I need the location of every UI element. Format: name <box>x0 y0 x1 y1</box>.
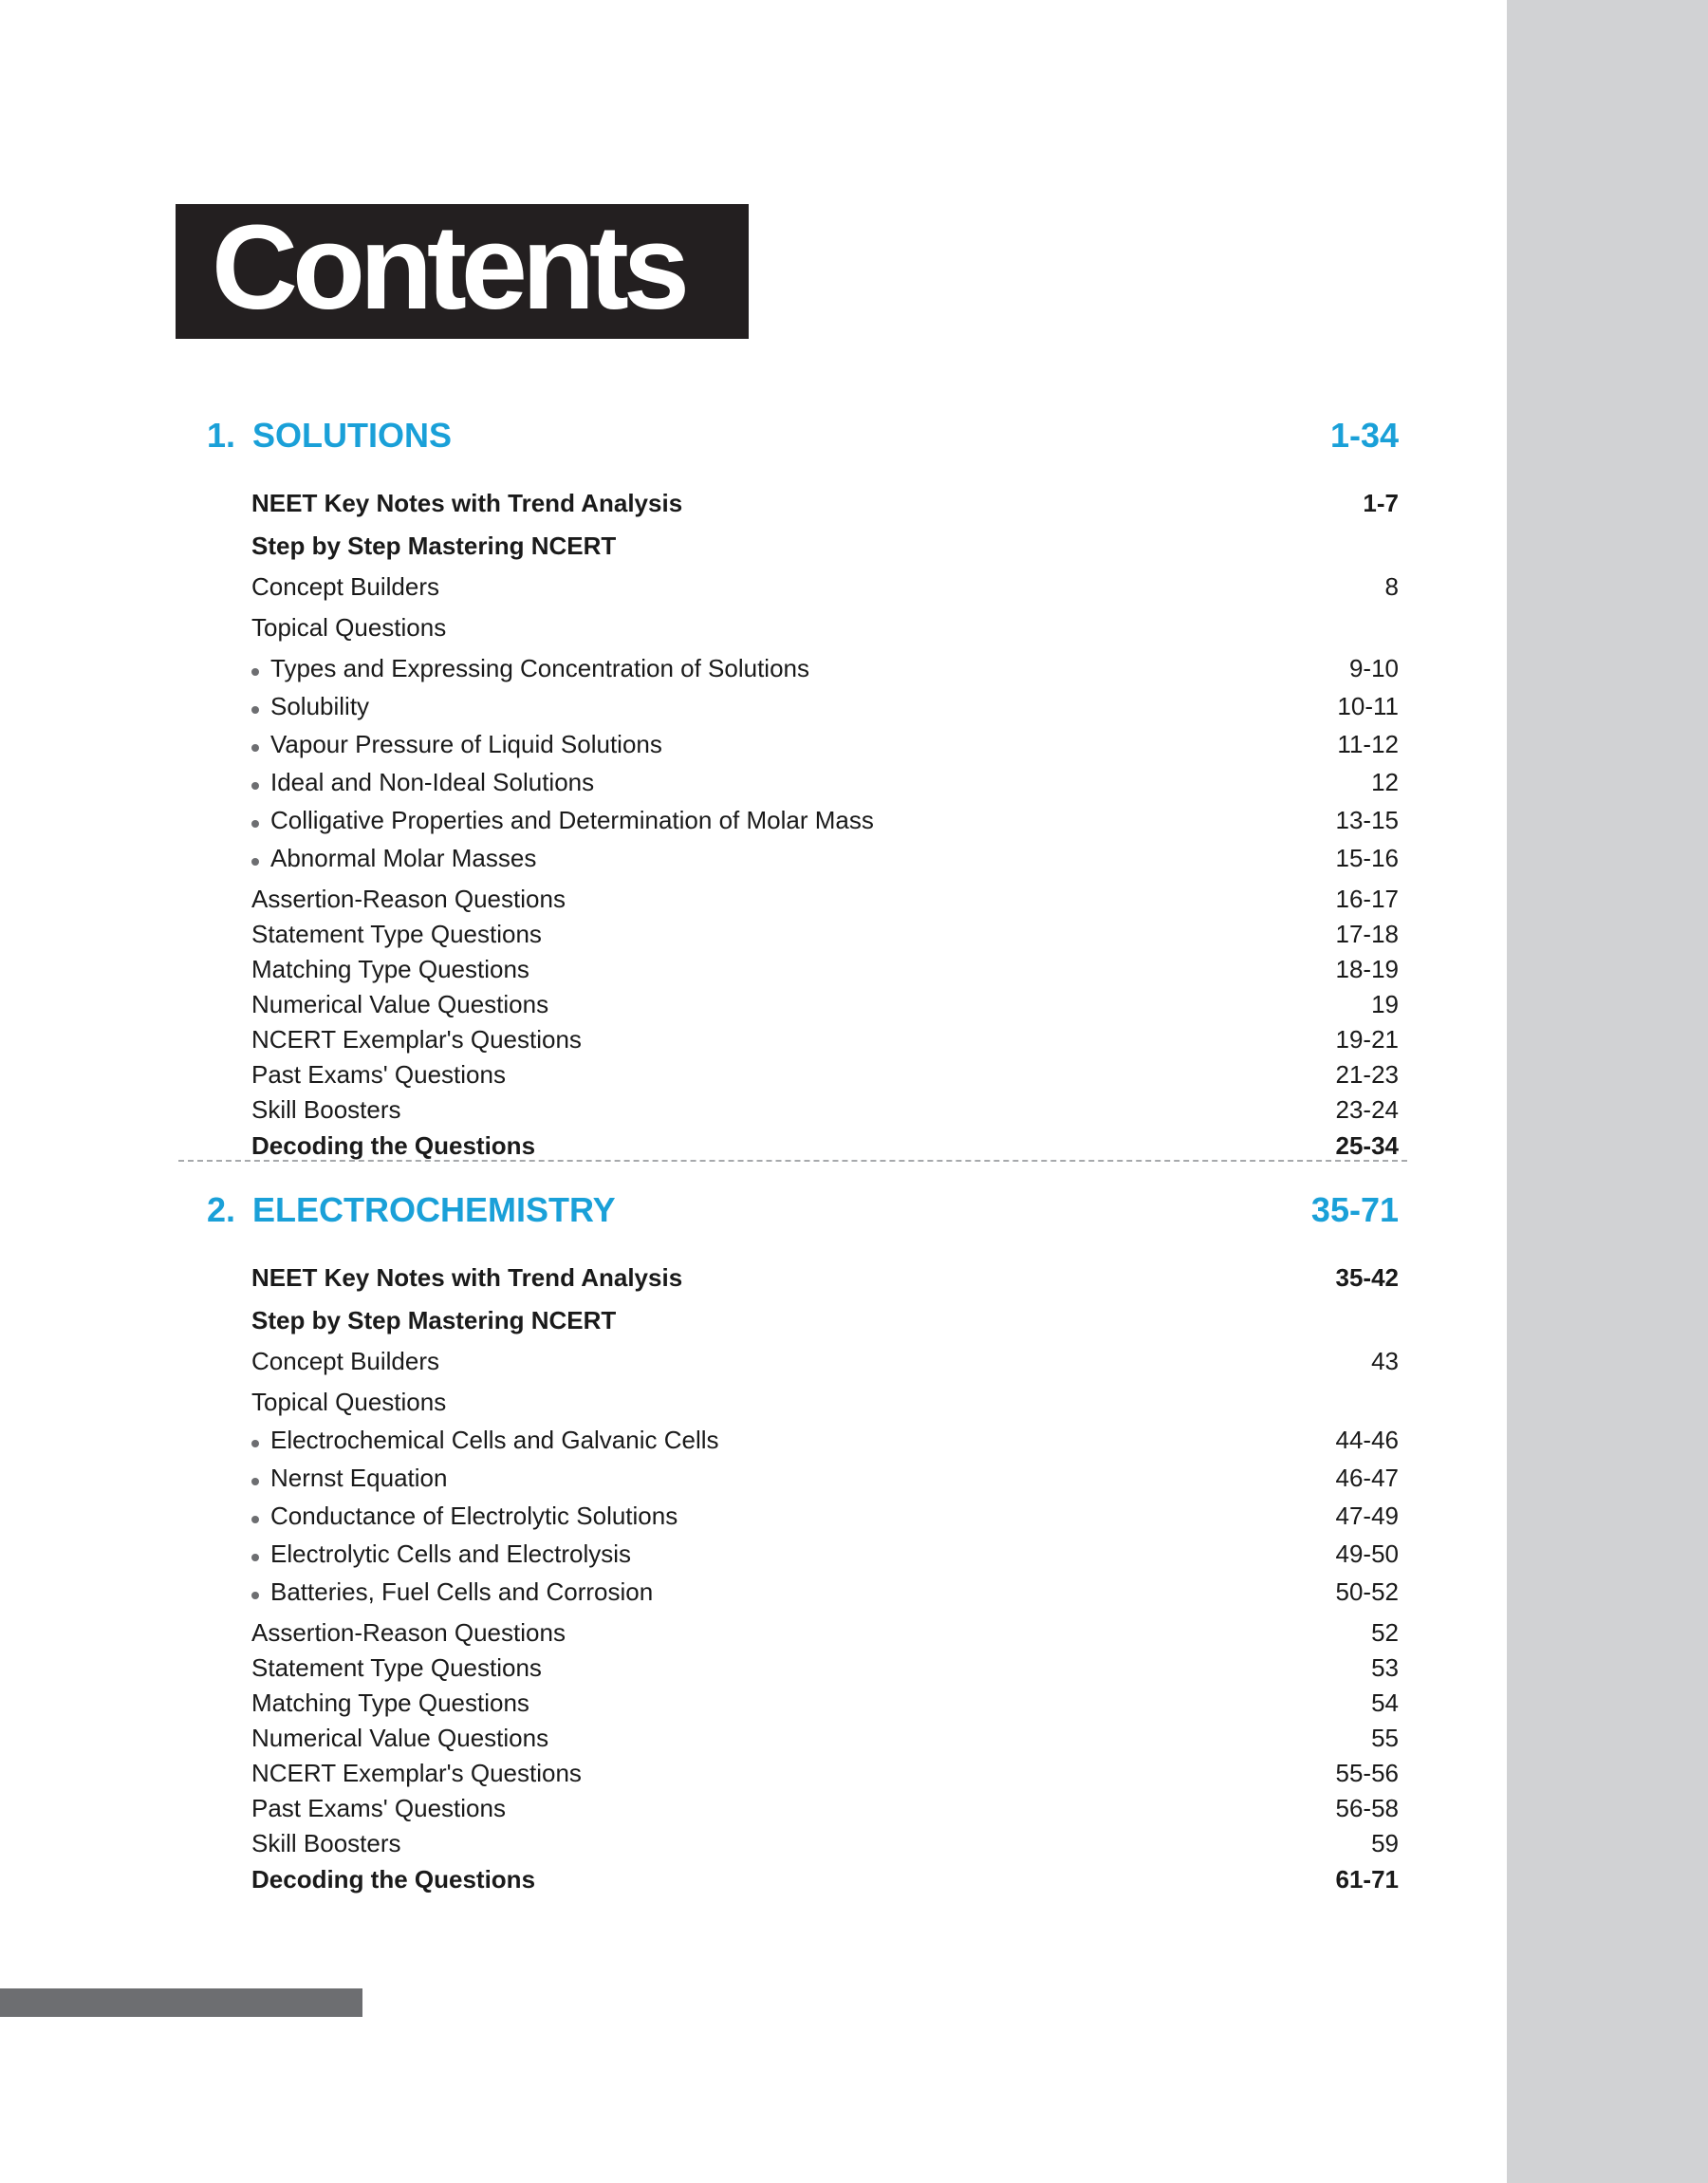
toc-subtopic-row[interactable] <box>251 1461 1399 1495</box>
toc-entry-label: Topical Questions <box>251 1387 447 1416</box>
toc-entry-label: Past Exams' Questions <box>251 1059 506 1089</box>
toc-entry-label: Skill Boosters <box>251 1094 401 1124</box>
toc-entry-pages: 44-46 <box>1335 1425 1399 1454</box>
toc-subtopic-row[interactable] <box>251 651 1399 685</box>
toc-entry-row[interactable] <box>251 1303 1399 1337</box>
toc-entry-pages: 49-50 <box>1335 1539 1399 1568</box>
toc-entry-row[interactable] <box>251 1862 1399 1896</box>
toc-entry-pages: 59 <box>1371 1828 1399 1857</box>
toc-entry-label: Colligative Properties and Determination of Molar Mass <box>270 805 874 834</box>
toc-entry-pages: 52 <box>1371 1617 1399 1647</box>
chapter-heading[interactable] <box>207 1186 1399 1234</box>
toc-entry-label: Vapour Pressure of Liquid Solutions <box>270 729 662 758</box>
toc-entry-pages: 23-24 <box>1335 1094 1399 1124</box>
toc-entry-label: Assertion-Reason Questions <box>251 1617 566 1647</box>
chapter-pages: 35-71 <box>1310 1190 1399 1229</box>
toc-entry-row[interactable] <box>251 1092 1399 1127</box>
toc-entry-label-wrap <box>251 1618 566 1648</box>
toc-entry-pages: 53 <box>1371 1652 1399 1682</box>
toc-entry-pages: 21-23 <box>1335 1059 1399 1089</box>
toc-entry-label-wrap <box>251 1025 582 1054</box>
toc-subtopic-row[interactable] <box>251 727 1399 761</box>
toc-entry-label: Electrolytic Cells and Electrolysis <box>270 1539 632 1568</box>
toc-entry-label: Statement Type Questions <box>251 1652 542 1682</box>
toc-entry-label: NCERT Exemplar's Questions <box>251 1024 582 1054</box>
toc-entry-row[interactable] <box>251 1022 1399 1056</box>
toc-entry-label: Types and Expressing Concentration of Solutions <box>270 653 810 682</box>
bullet-icon <box>251 1478 259 1485</box>
toc-entry-row[interactable] <box>251 1756 1399 1790</box>
toc-entry-pages: 9-10 <box>1348 653 1399 682</box>
toc-subtopic-row[interactable] <box>251 1575 1399 1609</box>
bullet-icon <box>251 1516 259 1523</box>
toc-entry-row[interactable] <box>251 1385 1399 1419</box>
toc-entry-label-wrap <box>251 1794 506 1823</box>
toc-entry-pages: 17-18 <box>1335 919 1399 948</box>
toc-entry-pages: 10-11 <box>1337 691 1399 720</box>
toc-entry-label: Topical Questions <box>251 612 447 642</box>
bullet-icon <box>251 744 259 752</box>
toc-entry-label-wrap <box>251 1577 653 1607</box>
toc-entry-pages: 25-34 <box>1335 1130 1399 1160</box>
toc-entry-label-wrap <box>251 1724 548 1753</box>
bullet-icon <box>251 706 259 714</box>
toc-entry-row[interactable] <box>251 1651 1399 1685</box>
toc-entry-pages: 35-42 <box>1335 1262 1399 1292</box>
toc-entry-pages: 13-15 <box>1335 805 1399 834</box>
toc-entry-row[interactable] <box>251 917 1399 951</box>
toc-entry-label-wrap <box>251 844 536 873</box>
toc-entry-pages: 16-17 <box>1335 884 1399 913</box>
toc-entry-label-wrap <box>251 920 542 949</box>
toc-entry-pages: 8 <box>1384 571 1399 601</box>
toc-entry-label-wrap <box>251 1426 719 1455</box>
toc-subtopic-row[interactable] <box>251 1537 1399 1571</box>
toc-entry-row[interactable] <box>251 882 1399 916</box>
side-margin-strip <box>1507 0 1708 2183</box>
toc-entry-pages: 50-52 <box>1335 1577 1399 1606</box>
toc-entry-label: Batteries, Fuel Cells and Corrosion <box>270 1577 654 1606</box>
toc-entry-pages: 43 <box>1371 1346 1399 1375</box>
toc-entry-label-wrap <box>251 1131 535 1161</box>
toc-entry-label-wrap <box>251 1464 447 1493</box>
toc-subtopic-row[interactable] <box>251 1423 1399 1457</box>
toc-entry-label: NCERT Exemplar's Questions <box>251 1758 582 1787</box>
toc-entry-pages: 1-7 <box>1363 488 1399 517</box>
chapter-number: 2. <box>207 1190 236 1229</box>
toc-entry-label-wrap <box>251 768 594 797</box>
toc-entry-label: Concept Builders <box>251 1346 439 1375</box>
chapter-pages: 1-34 <box>1329 416 1399 455</box>
bullet-icon <box>251 1592 259 1599</box>
page-title: Contents <box>212 200 684 334</box>
toc-entry-pages: 18-19 <box>1335 954 1399 983</box>
toc-entry-label-wrap <box>251 955 529 984</box>
toc-entry-row[interactable] <box>251 1057 1399 1092</box>
toc-entry-row[interactable] <box>251 987 1399 1021</box>
toc-entry-label-wrap <box>251 885 566 914</box>
toc-entry-row[interactable] <box>251 1791 1399 1825</box>
toc-entry-row[interactable] <box>251 952 1399 986</box>
toc-subtopic-row[interactable] <box>251 1499 1399 1533</box>
toc-entry-row[interactable] <box>251 1721 1399 1755</box>
toc-entry-label: Decoding the Questions <box>251 1864 536 1894</box>
toc-entry-row[interactable] <box>251 1615 1399 1650</box>
toc-entry-label: Decoding the Questions <box>251 1130 536 1160</box>
toc-entry-row[interactable] <box>251 610 1399 644</box>
toc-entry-label: Numerical Value Questions <box>251 1723 549 1752</box>
bullet-icon <box>251 668 259 676</box>
toc-entry-label-wrap <box>251 1865 535 1894</box>
toc-entry-label-wrap <box>251 806 874 835</box>
toc-entry-label: Statement Type Questions <box>251 919 542 948</box>
chapter-heading[interactable] <box>207 412 1399 459</box>
chapter-number: 1. <box>207 416 236 455</box>
toc-entry-label-wrap <box>251 1653 542 1683</box>
toc-entry-label: Past Exams' Questions <box>251 1793 506 1822</box>
chapter-title: SOLUTIONS <box>252 416 453 455</box>
toc-entry-pages: 61-71 <box>1335 1864 1399 1894</box>
chapter-title-wrap <box>207 416 452 456</box>
toc-entry-pages: 19-21 <box>1335 1024 1399 1054</box>
toc-entry-label: Nernst Equation <box>270 1463 448 1492</box>
bullet-icon <box>251 1554 259 1561</box>
toc-entry-row[interactable] <box>251 529 1399 563</box>
toc-entry-label: Conductance of Electrolytic Solutions <box>270 1501 678 1530</box>
toc-entry-label-wrap <box>251 1759 582 1788</box>
toc-entry-label-wrap <box>251 1502 678 1531</box>
toc-entry-label-wrap <box>251 1095 401 1125</box>
toc-subtopic-row[interactable] <box>251 765 1399 799</box>
toc-entry-label-wrap <box>251 532 616 561</box>
toc-entry-label-wrap <box>251 1539 631 1569</box>
toc-subtopic-row[interactable] <box>251 803 1399 837</box>
toc-entry-label: NEET Key Notes with Trend Analysis <box>251 488 683 517</box>
toc-entry-label: Matching Type Questions <box>251 1688 529 1717</box>
chapter-title-wrap <box>207 1190 616 1230</box>
toc-entry-row[interactable] <box>251 1129 1399 1163</box>
toc-entry-pages: 19 <box>1371 989 1399 1018</box>
toc-entry-pages: 56-58 <box>1335 1793 1399 1822</box>
toc-entry-label: Ideal and Non-Ideal Solutions <box>270 767 595 796</box>
contents-title-box <box>176 200 749 339</box>
toc-entry-pages: 55 <box>1371 1723 1399 1752</box>
toc-entry-pages: 15-16 <box>1335 843 1399 872</box>
toc-entry-label-wrap <box>251 730 662 759</box>
toc-entry-label: NEET Key Notes with Trend Analysis <box>251 1262 683 1292</box>
toc-entry-label: Assertion-Reason Questions <box>251 884 566 913</box>
toc-entry-row[interactable] <box>251 1686 1399 1720</box>
bullet-icon <box>251 782 259 790</box>
toc-subtopic-row[interactable] <box>251 841 1399 875</box>
toc-entry-label-wrap <box>251 489 682 518</box>
toc-entry-pages: 47-49 <box>1335 1501 1399 1530</box>
footer-bar <box>0 1988 362 2017</box>
toc-subtopic-row[interactable] <box>251 689 1399 723</box>
bullet-icon <box>251 1440 259 1447</box>
toc-entry-label-wrap <box>251 1060 506 1090</box>
toc-entry-label-wrap <box>251 990 548 1019</box>
toc-entry-label-wrap <box>251 613 446 643</box>
toc-entry-label-wrap <box>251 692 369 721</box>
toc-entry-label: Step by Step Mastering NCERT <box>251 1305 617 1334</box>
toc-entry-label: Matching Type Questions <box>251 954 529 983</box>
toc-entry-label: Step by Step Mastering NCERT <box>251 531 617 560</box>
toc-entry-label-wrap <box>251 1306 616 1335</box>
toc-entry-label: Solubility <box>270 691 370 720</box>
chapter-divider <box>178 1160 1407 1162</box>
toc-entry-pages: 12 <box>1371 767 1399 796</box>
toc-entry-label-wrap <box>251 572 439 602</box>
toc-entry-label-wrap <box>251 654 809 683</box>
toc-entry-row[interactable] <box>251 1826 1399 1860</box>
toc-entry-label-wrap <box>251 1829 401 1858</box>
toc-entry-label: Concept Builders <box>251 571 439 601</box>
toc-entry-row[interactable] <box>251 1344 1399 1378</box>
toc-entry-label-wrap <box>251 1689 529 1718</box>
bullet-icon <box>251 820 259 828</box>
toc-entry-label: Abnormal Molar Masses <box>270 843 537 872</box>
toc-entry-label: Skill Boosters <box>251 1828 401 1857</box>
toc-entry-label: Electrochemical Cells and Galvanic Cells <box>270 1425 719 1454</box>
chapter-title: ELECTROCHEMISTRY <box>252 1190 616 1229</box>
toc-entry-label-wrap <box>251 1388 446 1417</box>
toc-entry-label-wrap <box>251 1263 682 1293</box>
toc-entry-row[interactable] <box>251 1260 1399 1295</box>
toc-entry-pages: 54 <box>1371 1688 1399 1717</box>
toc-entry-row[interactable] <box>251 569 1399 604</box>
toc-entry-pages: 46-47 <box>1335 1463 1399 1492</box>
toc-entry-pages: 11-12 <box>1337 729 1399 758</box>
toc-entry-label: Numerical Value Questions <box>251 989 549 1018</box>
toc-entry-label-wrap <box>251 1347 439 1376</box>
toc-entry-row[interactable] <box>251 486 1399 520</box>
toc-entry-pages: 55-56 <box>1335 1758 1399 1787</box>
bullet-icon <box>251 858 259 866</box>
